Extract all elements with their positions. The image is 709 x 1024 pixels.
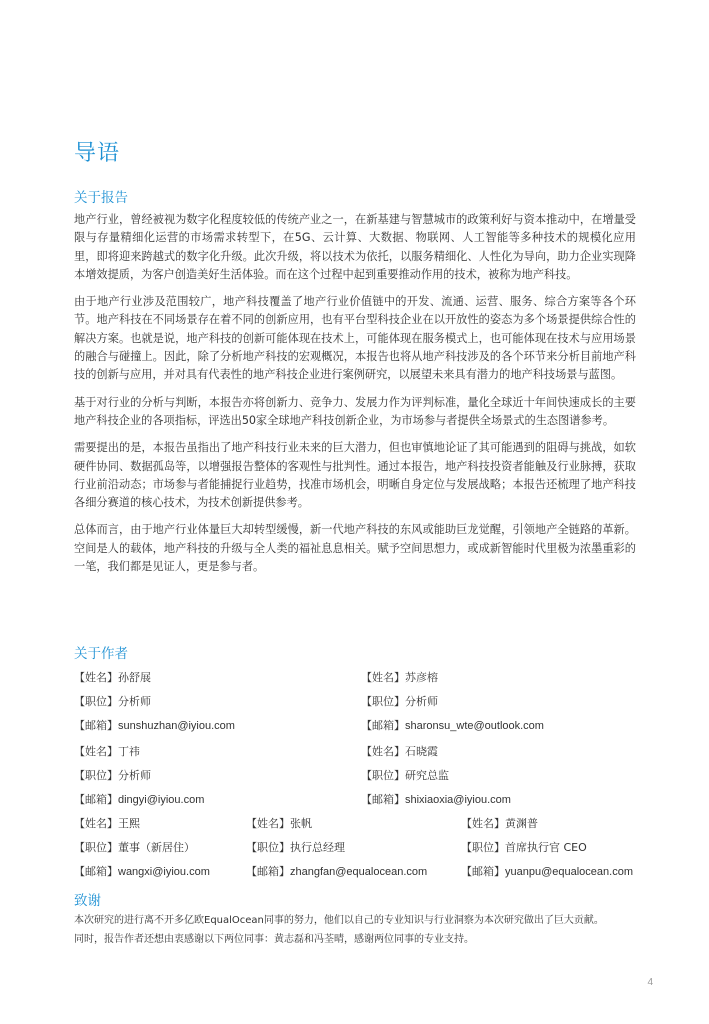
author-title: 【职位】首席执行官 CEO <box>461 841 587 854</box>
author-name: 【姓名】苏彦榕 <box>361 671 438 684</box>
author-email: 【邮箱】sharonsu_wte@outlook.com <box>361 719 544 732</box>
author-title: 【职位】分析师 <box>74 695 151 708</box>
paragraph-1: 地产行业，曾经被视为数字化程度较低的传统产业之一，在新基建与智慧城市的政策利好与资本推动中，在增量受限与存量精细化运营的市场需求转型下，在5G、云计算、大数据、物联网、人工智能等多种技术的规模化应用里，即将迎来跨越式的数字化升级。此次升级，将以技术为依托，以服务精细化、人性化为导向，助力企业实现降本增效提质，为客户创造美好生活体验。而在这个过程中起到重要推动作用的技术，被称为地产科技。 <box>74 213 636 281</box>
author-email: 【邮箱】dingyi@iyiou.com <box>74 793 205 806</box>
acknowledgement <box>74 912 644 949</box>
author-email: 【邮箱】wangxi@iyiou.com <box>74 865 210 878</box>
author-name: 【姓名】丁祎 <box>74 745 140 758</box>
author-name: 【姓名】张帆 <box>246 817 312 830</box>
page-title: 导语 <box>74 141 121 166</box>
page-number: 4 <box>647 977 653 988</box>
section-heading-ack: 致谢 <box>74 893 101 909</box>
author-name: 【姓名】孙舒展 <box>74 671 151 684</box>
author-row <box>74 815 644 839</box>
author-row <box>74 767 644 791</box>
author-row <box>74 693 644 717</box>
ack-line: 本次研究的进行离不开多亿欧EqualOcean同事的努力，他们以自己的专业知识与行业洞察为本次研究做出了巨大贡献。 <box>74 915 604 926</box>
author-row <box>74 839 644 863</box>
author-title: 【职位】董事（新居住） <box>74 841 195 854</box>
author-name: 【姓名】王熙 <box>74 817 140 830</box>
author-title: 【职位】分析师 <box>361 695 438 708</box>
author-row <box>74 791 644 815</box>
author-email: 【邮箱】yuanpu@equalocean.com <box>461 865 633 878</box>
author-title: 【职位】研究总监 <box>361 769 449 782</box>
author-title: 【职位】执行总经理 <box>246 841 345 854</box>
author-title: 【职位】分析师 <box>74 769 151 782</box>
paragraph-5: 总体而言，由于地产行业体量巨大却转型缓慢，新一代地产科技的东风或能助巨龙觉醒，引领地产全链路的革新。空间是人的载体，地产科技的升级与全人类的福祉息息相关。赋予空间思想力，或成新智能时代里极为浓墨重彩的一笔，我们都是见证人，更是参与者。 <box>74 523 636 574</box>
author-email: 【邮箱】sunshuzhan@iyiou.com <box>74 719 235 732</box>
author-email: 【邮箱】shixiaoxia@iyiou.com <box>361 793 511 806</box>
author-name: 【姓名】黄渊普 <box>461 817 538 830</box>
paragraph-3: 基于对行业的分析与判断，本报告亦将创新力、竞争力、发展力作为评判标准，量化全球近十年间快速成长的主要地产科技企业的各项指标，评选出50家全球地产科技创新企业，为市场参与者提供全场景式的生态图谱参考。 <box>74 395 636 427</box>
author-name: 【姓名】石晓霞 <box>361 745 438 758</box>
section-heading-authors: 关于作者 <box>74 646 128 662</box>
paragraph-2: 由于地产行业涉及范围较广，地产科技覆盖了地产行业价值链中的开发、流通、运营、服务、综合方案等各个环节。地产科技在不同场景存在着不同的创新应用，也有平台型科技企业在以开放性的姿态为多个场景提供综合性的解决方案。也就是说，地产科技的创新可能体现在技术上，可能体现在服务模式上，也可能体现在技术与应用场景的融合与碰撞上。因此，除了分析地产科技的宏观概况，本报告也将从地产科技涉及的各个环节来分析目前地产科技的创新与应用，并对具有代表性的地产科技企业进行案例研究，以展望未来具有潜力的地产科技场景与蓝图。 <box>74 295 636 382</box>
section-heading-report: 关于报告 <box>74 190 128 206</box>
author-row <box>74 743 644 767</box>
author-row <box>74 717 644 741</box>
author-email: 【邮箱】zhangfan@equalocean.com <box>246 865 428 878</box>
author-row <box>74 669 644 693</box>
report-body <box>74 211 636 585</box>
ack-line: 同时，报告作者还想由衷感谢以下两位同事：黄志磊和冯荃晴，感谢两位同事的专业支持。 <box>74 933 474 945</box>
paragraph-4: 需要提出的是，本报告虽指出了地产科技行业未来的巨大潜力，但也审慎地论证了其可能遇到的阻碍与挑战，如软硬件协同、数据孤岛等，以增强报告整体的客观性与批判性。通过本报告，地产科技投资者能触及行业脉搏，获取行业前沿动态；市场参与者能捕捉行业趋势，找准市场机会，明晰自身定位与发展战略；本报告还梳理了地产科技各细分赛道的核心技术，为技术创新提供参考。 <box>74 441 636 510</box>
author-row <box>74 863 644 887</box>
